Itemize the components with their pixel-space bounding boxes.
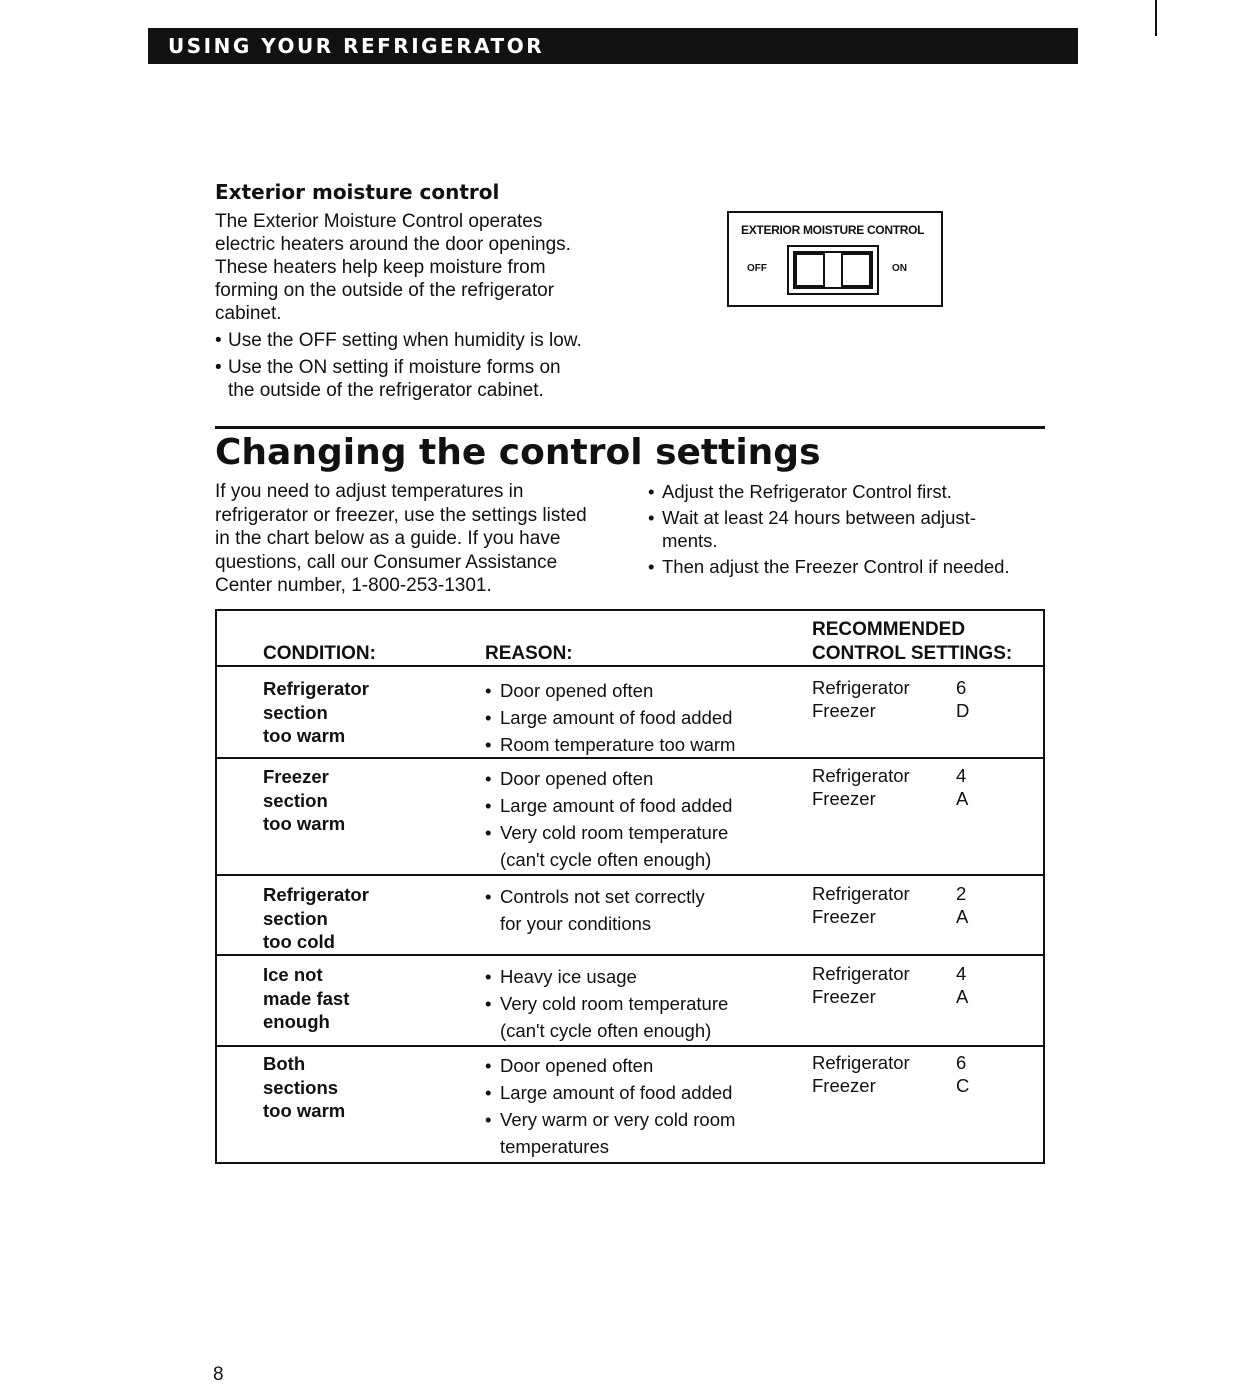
reason-item: • Very warm or very cold room [485,1106,795,1133]
section-header [148,28,1078,64]
reason-continuation: temperatures [500,1136,609,1157]
header-reason: REASON: [485,643,573,664]
refrigerator-setting: 6 [956,1052,967,1073]
row-divider [217,954,1043,956]
section-divider [215,426,1045,429]
freezer-label: Freezer [812,906,876,927]
reason-cell [485,883,795,937]
rocker-off-side [795,253,825,287]
reason-item: • Door opened often [485,677,795,704]
condition-line: sections [263,1076,339,1098]
refrigerator-setting: 2 [956,883,967,904]
changing-settings-title: Changing the control settings [215,432,821,473]
reason-item: • Large amount of food added [485,704,795,731]
exterior-moisture-title: Exterior moisture control [215,180,500,204]
exterior-moisture-body [215,210,615,406]
condition-cell [263,963,349,1034]
condition-line: section [263,907,328,929]
section-header-title: USING YOUR REFRIGERATOR [168,34,545,58]
bullet-line: Use the OFF setting when humidity is low. [228,330,582,351]
reason-continuation: for your conditions [500,913,652,934]
reason-continuation: (can't cycle often enough) [500,849,712,870]
paragraph-line: These heaters help keep moisture from [215,257,546,278]
header-settings-line: CONTROL SETTINGS: [812,643,1013,664]
freezer-label: Freezer [812,700,876,721]
adjustment-tips [648,480,1068,581]
tip-line: Wait at least 24 hours between adjust- [662,507,976,528]
off-label: OFF [747,263,767,274]
refrigerator-label: Refrigerator [812,963,910,984]
control-label: EXTERIOR MOISTURE CONTROL [741,223,925,237]
condition-cell [263,765,345,836]
condition-line: too cold [263,931,335,952]
reason-cell [485,963,795,1044]
freezer-label: Freezer [812,788,876,809]
paragraph-line: cabinet. [215,303,282,324]
condition-cell [263,883,369,954]
condition-line: Both [263,1053,306,1074]
on-label: ON [892,263,907,274]
tip-line: Adjust the Refrigerator Control first. [662,481,952,502]
paragraph-line: electric heaters around the door openings. [215,234,571,255]
reason-item: • Door opened often [485,765,795,792]
bullet-item [215,356,615,402]
tip-line: Then adjust the Freezer Control if needed. [662,556,1010,577]
condition-line: section [263,701,328,723]
freezer-setting: A [956,986,969,1007]
refrigerator-label: Refrigerator [812,765,910,786]
tip-item [648,480,1068,503]
condition-line: enough [263,1011,330,1032]
header-condition: CONDITION: [263,643,376,664]
reason-cell [485,1052,795,1160]
refrigerator-label: Refrigerator [812,1052,910,1073]
freezer-label: Freezer [812,1075,876,1096]
intro-line: If you need to adjust temperatures in [215,481,524,502]
condition-line: made fast [263,987,350,1009]
row-divider [217,1045,1043,1047]
reason-cell [485,677,795,758]
condition-line: Refrigerator [263,678,369,699]
reason-item: • Very cold room temperature [485,819,795,846]
paragraph-line: forming on the outside of the refrigerator [215,280,555,301]
condition-line: too warm [263,1100,346,1121]
margin-mark [1155,0,1157,36]
intro-line: Center number, 1-800-253-1301. [215,575,492,596]
paragraph-line: The Exterior Moisture Control operates [215,211,543,232]
control-settings-table [215,609,1045,1164]
reason-item: • Room temperature too warm [485,731,795,758]
bullet-line: Use the ON setting if moisture forms on [228,357,561,378]
condition-cell [263,1052,345,1123]
rocker-on-side [841,253,871,287]
reason-item: • Very cold room temperature [485,990,795,1017]
condition-line: Refrigerator [263,884,369,905]
row-divider [217,874,1043,876]
reason-item: • Large amount of food added [485,792,795,819]
freezer-setting: C [956,1075,970,1096]
condition-line: section [263,789,328,811]
tip-line: ments. [662,530,718,551]
rocker-switch-frame [793,251,873,289]
exterior-moisture-control-diagram [727,211,943,307]
header-rule [217,665,1043,667]
exterior-moisture-paragraph [215,210,615,325]
reason-item: • Door opened often [485,1052,795,1079]
condition-line: too warm [263,813,346,834]
freezer-setting: D [956,700,970,721]
reason-item: • Large amount of food added [485,1079,795,1106]
tip-item [648,506,1068,552]
refrigerator-setting: 4 [956,963,967,984]
intro-line: questions, call our Consumer Assistance [215,551,558,573]
condition-line: too warm [263,725,346,746]
reason-continuation: (can't cycle often enough) [500,1020,712,1041]
bullet-item [215,329,615,352]
row-divider [217,757,1043,759]
refrigerator-label: Refrigerator [812,677,910,698]
rocker-switch-icon [787,245,879,295]
header-recommended [812,618,1012,666]
freezer-setting: A [956,788,969,809]
page-number: 8 [213,1364,224,1385]
header-settings-line: RECOMMENDED [812,619,966,640]
freezer-label: Freezer [812,986,876,1007]
tip-item [648,555,1068,578]
tips-list [648,480,1068,578]
refrigerator-setting: 6 [956,677,967,698]
reason-cell [485,765,795,873]
condition-cell [263,677,369,748]
changing-settings-intro [215,480,625,598]
reason-item: • Controls not set correctly [485,883,795,910]
reason-item: • Heavy ice usage [485,963,795,990]
refrigerator-label: Refrigerator [812,883,910,904]
intro-line: refrigerator or freezer, use the settings listed [215,504,587,526]
condition-line: Ice not [263,964,323,985]
exterior-moisture-bullets [215,329,615,402]
bullet-line: the outside of the refrigerator cabinet. [228,380,544,401]
freezer-setting: A [956,906,969,927]
condition-line: Freezer [263,766,329,787]
refrigerator-setting: 4 [956,765,967,786]
intro-line: in the chart below as a guide. If you have [215,528,561,549]
